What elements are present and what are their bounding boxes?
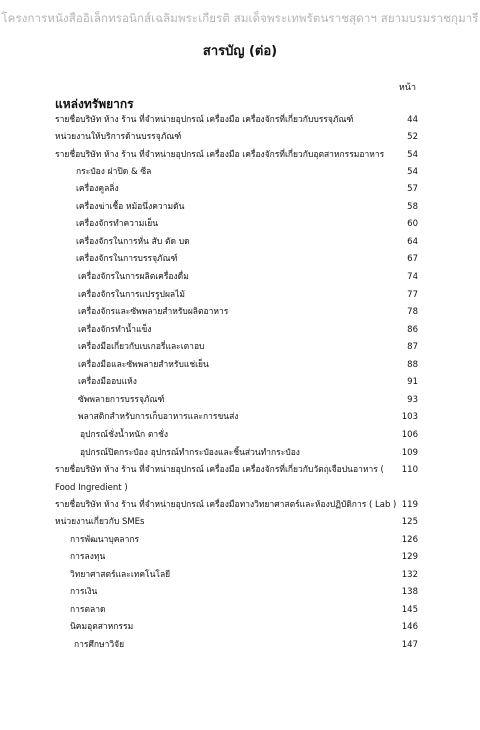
toc-entry-text: นิคมอุตสาหกรรม <box>70 622 134 632</box>
toc-entry-text: เครื่องคูลลิ่ง <box>76 184 119 194</box>
toc-entry <box>0 164 480 180</box>
toc-entry-text: ซัพพลายการบรรจุภัณฑ์ <box>78 395 165 405</box>
toc-entry <box>0 584 480 600</box>
toc-entry-page: 52 <box>407 132 418 142</box>
toc-entry-page: 54 <box>407 150 418 160</box>
toc-entry <box>0 619 480 635</box>
toc-entry-page: 91 <box>407 377 418 387</box>
toc-entry <box>0 322 480 338</box>
toc-entry-text: กระป๋อง ฝาปิด & ซีล <box>76 167 152 177</box>
toc-entry-text: เครื่องมืออบแห้ง <box>78 377 137 387</box>
section-title: แหล่งทรัพยากร <box>55 97 134 111</box>
toc-entry-page: 106 <box>401 430 418 440</box>
toc-entry <box>0 304 480 320</box>
toc-entry-text: รายชื่อบริษัท ห้าง ร้าน ที่จำหน่ายอุปกรณ์ เครื่องมือ เครื่องจักรที่เกี่ยวกับบรรจุภัณฑ์ <box>55 115 354 125</box>
toc-entry-page: 138 <box>401 587 418 597</box>
toc-entry-text: เครื่องจักรในการแปรรูปผลไม้ <box>78 290 186 300</box>
toc-entry-page: 57 <box>407 184 418 194</box>
toc-entry <box>0 199 480 215</box>
toc-entry <box>0 269 480 285</box>
toc-entry <box>0 637 480 653</box>
toc-entry <box>0 374 480 390</box>
toc-entry-page: 110 <box>401 465 418 475</box>
toc-entry <box>0 129 480 145</box>
toc-entry-page: 77 <box>407 290 418 300</box>
toc-entry-text: รายชื่อบริษัท ห้าง ร้าน ที่จำหน่ายอุปกรณ์ เครื่องมือ เครื่องจักรที่เกี่ยวกับวัตถุเจือปนอาหาร ( <box>55 465 384 475</box>
toc-entry-text: เครื่องจักรและซัพพลายสำหรับผลิตอาหาร <box>78 307 229 317</box>
toc-entry <box>0 427 480 443</box>
toc-entry <box>0 234 480 250</box>
toc-entry-page: 88 <box>407 360 418 370</box>
toc-entry-page: 67 <box>407 254 418 264</box>
toc-entry-page: 125 <box>401 517 418 527</box>
toc-entry <box>0 532 480 548</box>
toc-entry-page: 60 <box>407 219 418 229</box>
toc-entry-page: 129 <box>401 552 418 562</box>
toc-entry-text: เครื่องจักรในการผลิตเครื่องดื่ม <box>78 272 189 282</box>
toc-entry <box>0 251 480 267</box>
toc-entry-page: 93 <box>407 395 418 405</box>
toc-entry-text: เครื่องจักรในการหั่น สับ ตัด บด <box>76 237 190 247</box>
toc-entry <box>0 357 480 373</box>
toc-entry-text: อุปกรณ์ชั่งน้ำหนัก ตาชั่ง <box>80 430 169 440</box>
toc-entry <box>0 445 480 461</box>
toc-entry-text: การลงทุน <box>70 552 106 562</box>
toc-entry-text: เครื่องจักรทำความเย็น <box>76 219 159 229</box>
toc-entry <box>0 549 480 565</box>
toc-entry <box>0 497 480 513</box>
toc-entry-page: 109 <box>401 448 418 458</box>
toc-entry-page: 119 <box>401 500 418 510</box>
toc-entry-page: 147 <box>401 640 418 650</box>
toc-entry-page: 74 <box>407 272 418 282</box>
toc-entry-text: การเงิน <box>70 587 98 597</box>
toc-entry-page: 132 <box>401 570 418 580</box>
toc-entry <box>0 392 480 408</box>
toc-entry <box>0 480 480 496</box>
toc-entry-text: หน่วยงานให้บริการด้านบรรจุภัณฑ์ <box>55 132 182 142</box>
toc-entry-page: 126 <box>401 535 418 545</box>
toc-entry-page: 78 <box>407 307 418 317</box>
toc-entry-page: 87 <box>407 342 418 352</box>
toc-entry-page: 54 <box>407 167 418 177</box>
toc-entry-text: รายชื่อบริษัท ห้าง ร้าน ที่จำหน่ายอุปกรณ์ เครื่องมือ เครื่องจักรที่เกี่ยวกับอุตสาหกรรมอาหาร <box>55 150 385 160</box>
toc-entry <box>0 216 480 232</box>
page-header: โครงการหนังสืออิเล็กทรอนิกส์เฉลิมพระเกียรติ สมเด็จพระเทพรัตนราชสุดาฯ สยามบรมราชกุมารี <box>1 11 479 25</box>
toc-entry <box>0 147 480 163</box>
toc-entry <box>0 181 480 197</box>
toc-entry-text: เครื่องจักรในการบรรจุภัณฑ์ <box>76 254 178 264</box>
toc-entry-page: 103 <box>401 412 418 422</box>
page-column-label: หน้า <box>398 83 416 93</box>
toc-entry <box>0 287 480 303</box>
toc-entry-page: 146 <box>401 622 418 632</box>
toc-entry-text: อุปกรณ์ปิดกระป๋อง อุปกรณ์ทำกระป๋องและชิ้นส่วนทำกระป๋อง <box>80 448 300 458</box>
toc-entry <box>0 567 480 583</box>
toc-entry <box>0 602 480 618</box>
toc-entry-page: 145 <box>401 605 418 615</box>
page-title: สารบัญ (ต่อ) <box>202 44 278 59</box>
toc-entry-text: พลาสติกสำหรับการเก็บอาหารและการขนส่ง <box>78 412 239 422</box>
toc-entry <box>0 462 480 478</box>
toc-entry-text: เครื่องฆ่าเชื้อ หม้อนึ่งความดัน <box>76 202 185 212</box>
toc-entry-page: 86 <box>407 325 418 335</box>
toc-entry-text: Food Ingredient ) <box>55 483 128 493</box>
toc-entry <box>0 514 480 530</box>
toc-entry <box>0 409 480 425</box>
toc-entry-text: เครื่องมือและซัพพลายสำหรับแช่เย็น <box>78 360 209 370</box>
toc-entry-page: 58 <box>407 202 418 212</box>
toc-entry-text: การศึกษาวิจัย <box>74 640 125 650</box>
toc-entry-text: การพัฒนาบุคลากร <box>70 535 140 545</box>
toc-entry-page: 64 <box>407 237 418 247</box>
toc-entry <box>0 112 480 128</box>
toc-entry-text: วิทยาศาสตร์และเทคโนโลยี <box>70 570 171 580</box>
toc-entry-text: รายชื่อบริษัท ห้าง ร้าน ที่จำหน่ายอุปกรณ์ เครื่องมือทางวิทยาศาสตร์และห้องปฏิบัติการ ( Lab ) <box>55 500 397 510</box>
toc-entry-text: เครื่องจักรทำน้ำแข็ง <box>78 325 152 335</box>
toc-entry <box>0 339 480 355</box>
toc-entry-page: 44 <box>407 115 418 125</box>
toc-entry-text: เครื่องมือเกี่ยวกับเบเกอรี่และเตาอบ <box>78 342 205 352</box>
toc-entry-text: การตลาด <box>70 605 106 615</box>
toc-entry-text: หน่วยงานเกี่ยวกับ SMEs <box>55 517 145 527</box>
